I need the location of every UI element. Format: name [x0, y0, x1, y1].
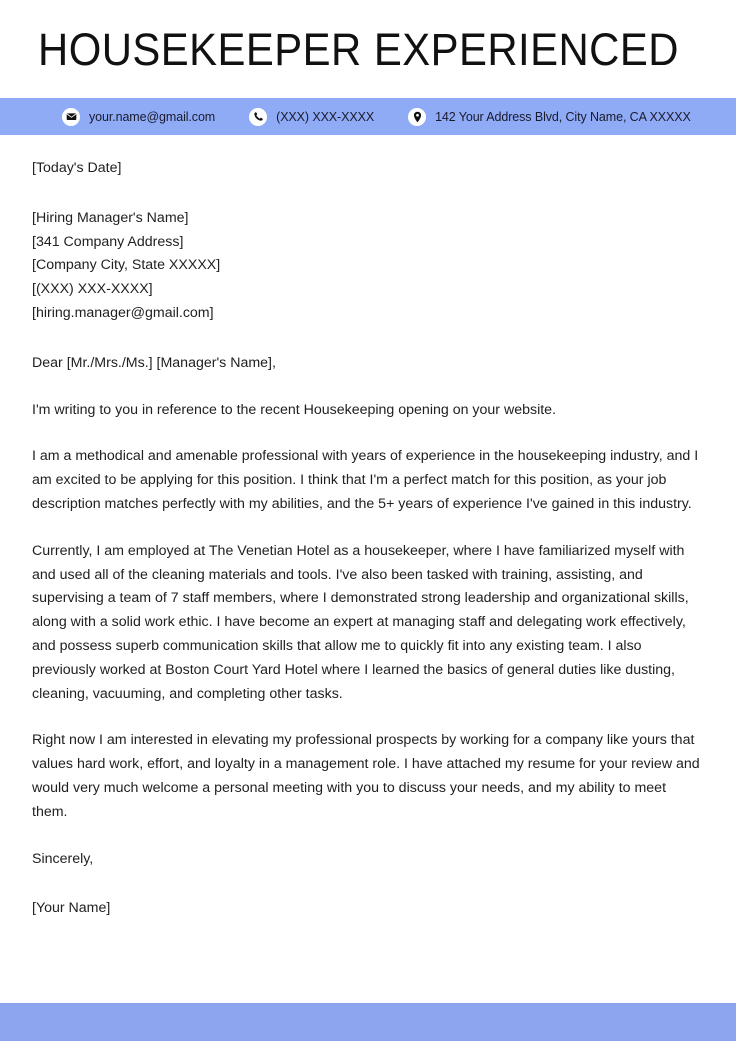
page-title: HOUSEKEEPER EXPERIENCED — [38, 23, 679, 75]
letter-paragraph: Currently, I am employed at The Venetian Hotel as a housekeeper, where I have familiarized myself with and used all of the cleaning materials and tools. I've also been tasked with training, assisting, and supervising a team of 7 staff members, where I demonstrated strong leadership and organizational skills, along with a solid work ethic. I have become an expert at managing staff and delegating work effectively, and possess superb communication skills that allow me to quickly fit into any existing team. I also previously worked at Boston Court Yard Hotel where I learned the basics of general duties like dusting, cleaning, vacuuming, and completing other tasks. — [32, 542, 689, 702]
contact-email-value: your.name@gmail.com — [89, 109, 216, 124]
map-pin-icon — [408, 108, 426, 126]
document-header — [0, 0, 736, 98]
recipient-address-block — [32, 207, 700, 326]
letter-paragraph: I'm writing to you in reference to the recent Housekeeping opening on your website. — [32, 401, 557, 418]
contact-item-address — [408, 108, 691, 126]
envelope-icon — [62, 108, 80, 126]
contact-item-phone — [249, 108, 374, 126]
letter-signature: [Your Name] — [32, 900, 111, 917]
letter-paragraph: Right now I am interested in elevating my professional prospects by working for a company like yours that values hard work, effort, and loyalty in a management role. I have attached my resume for your review and would very much welcome a personal meeting with you to discuss your needs, and my ability to meet them. — [32, 732, 700, 820]
recipient-line: [hiring.manager@gmail.com] — [32, 304, 214, 321]
letter-paragraph: I am a methodical and amenable professional with years of experience in the housekeeping industry, and I am excited to be applying for this position. I think that I'm a perfect match for this position, as your job description matches perfectly with my abilities, and the 5+ years of experience I've gained in this industry. — [32, 448, 699, 512]
footer-accent-bar — [0, 1003, 736, 1041]
phone-icon — [249, 108, 267, 126]
contact-bar — [0, 98, 736, 135]
recipient-line: [Company City, State XXXXX] — [32, 257, 221, 274]
letter-salutation: Dear [Mr./Mrs./Ms.] [Manager's Name], — [32, 354, 276, 371]
recipient-line: [(XXX) XXX-XXXX] — [32, 281, 153, 298]
contact-item-email — [62, 108, 215, 126]
contact-phone-value: (XXX) XXX-XXXX — [276, 109, 375, 124]
letter-closing: Sincerely, — [32, 850, 94, 867]
recipient-line: [Hiring Manager's Name] — [32, 209, 189, 226]
contact-address-value: 142 Your Address Blvd, City Name, CA XXXXX — [435, 109, 691, 124]
recipient-line: [341 Company Address] — [32, 233, 184, 250]
letter-body — [0, 135, 736, 1003]
letter-date: [Today's Date] — [32, 160, 122, 176]
